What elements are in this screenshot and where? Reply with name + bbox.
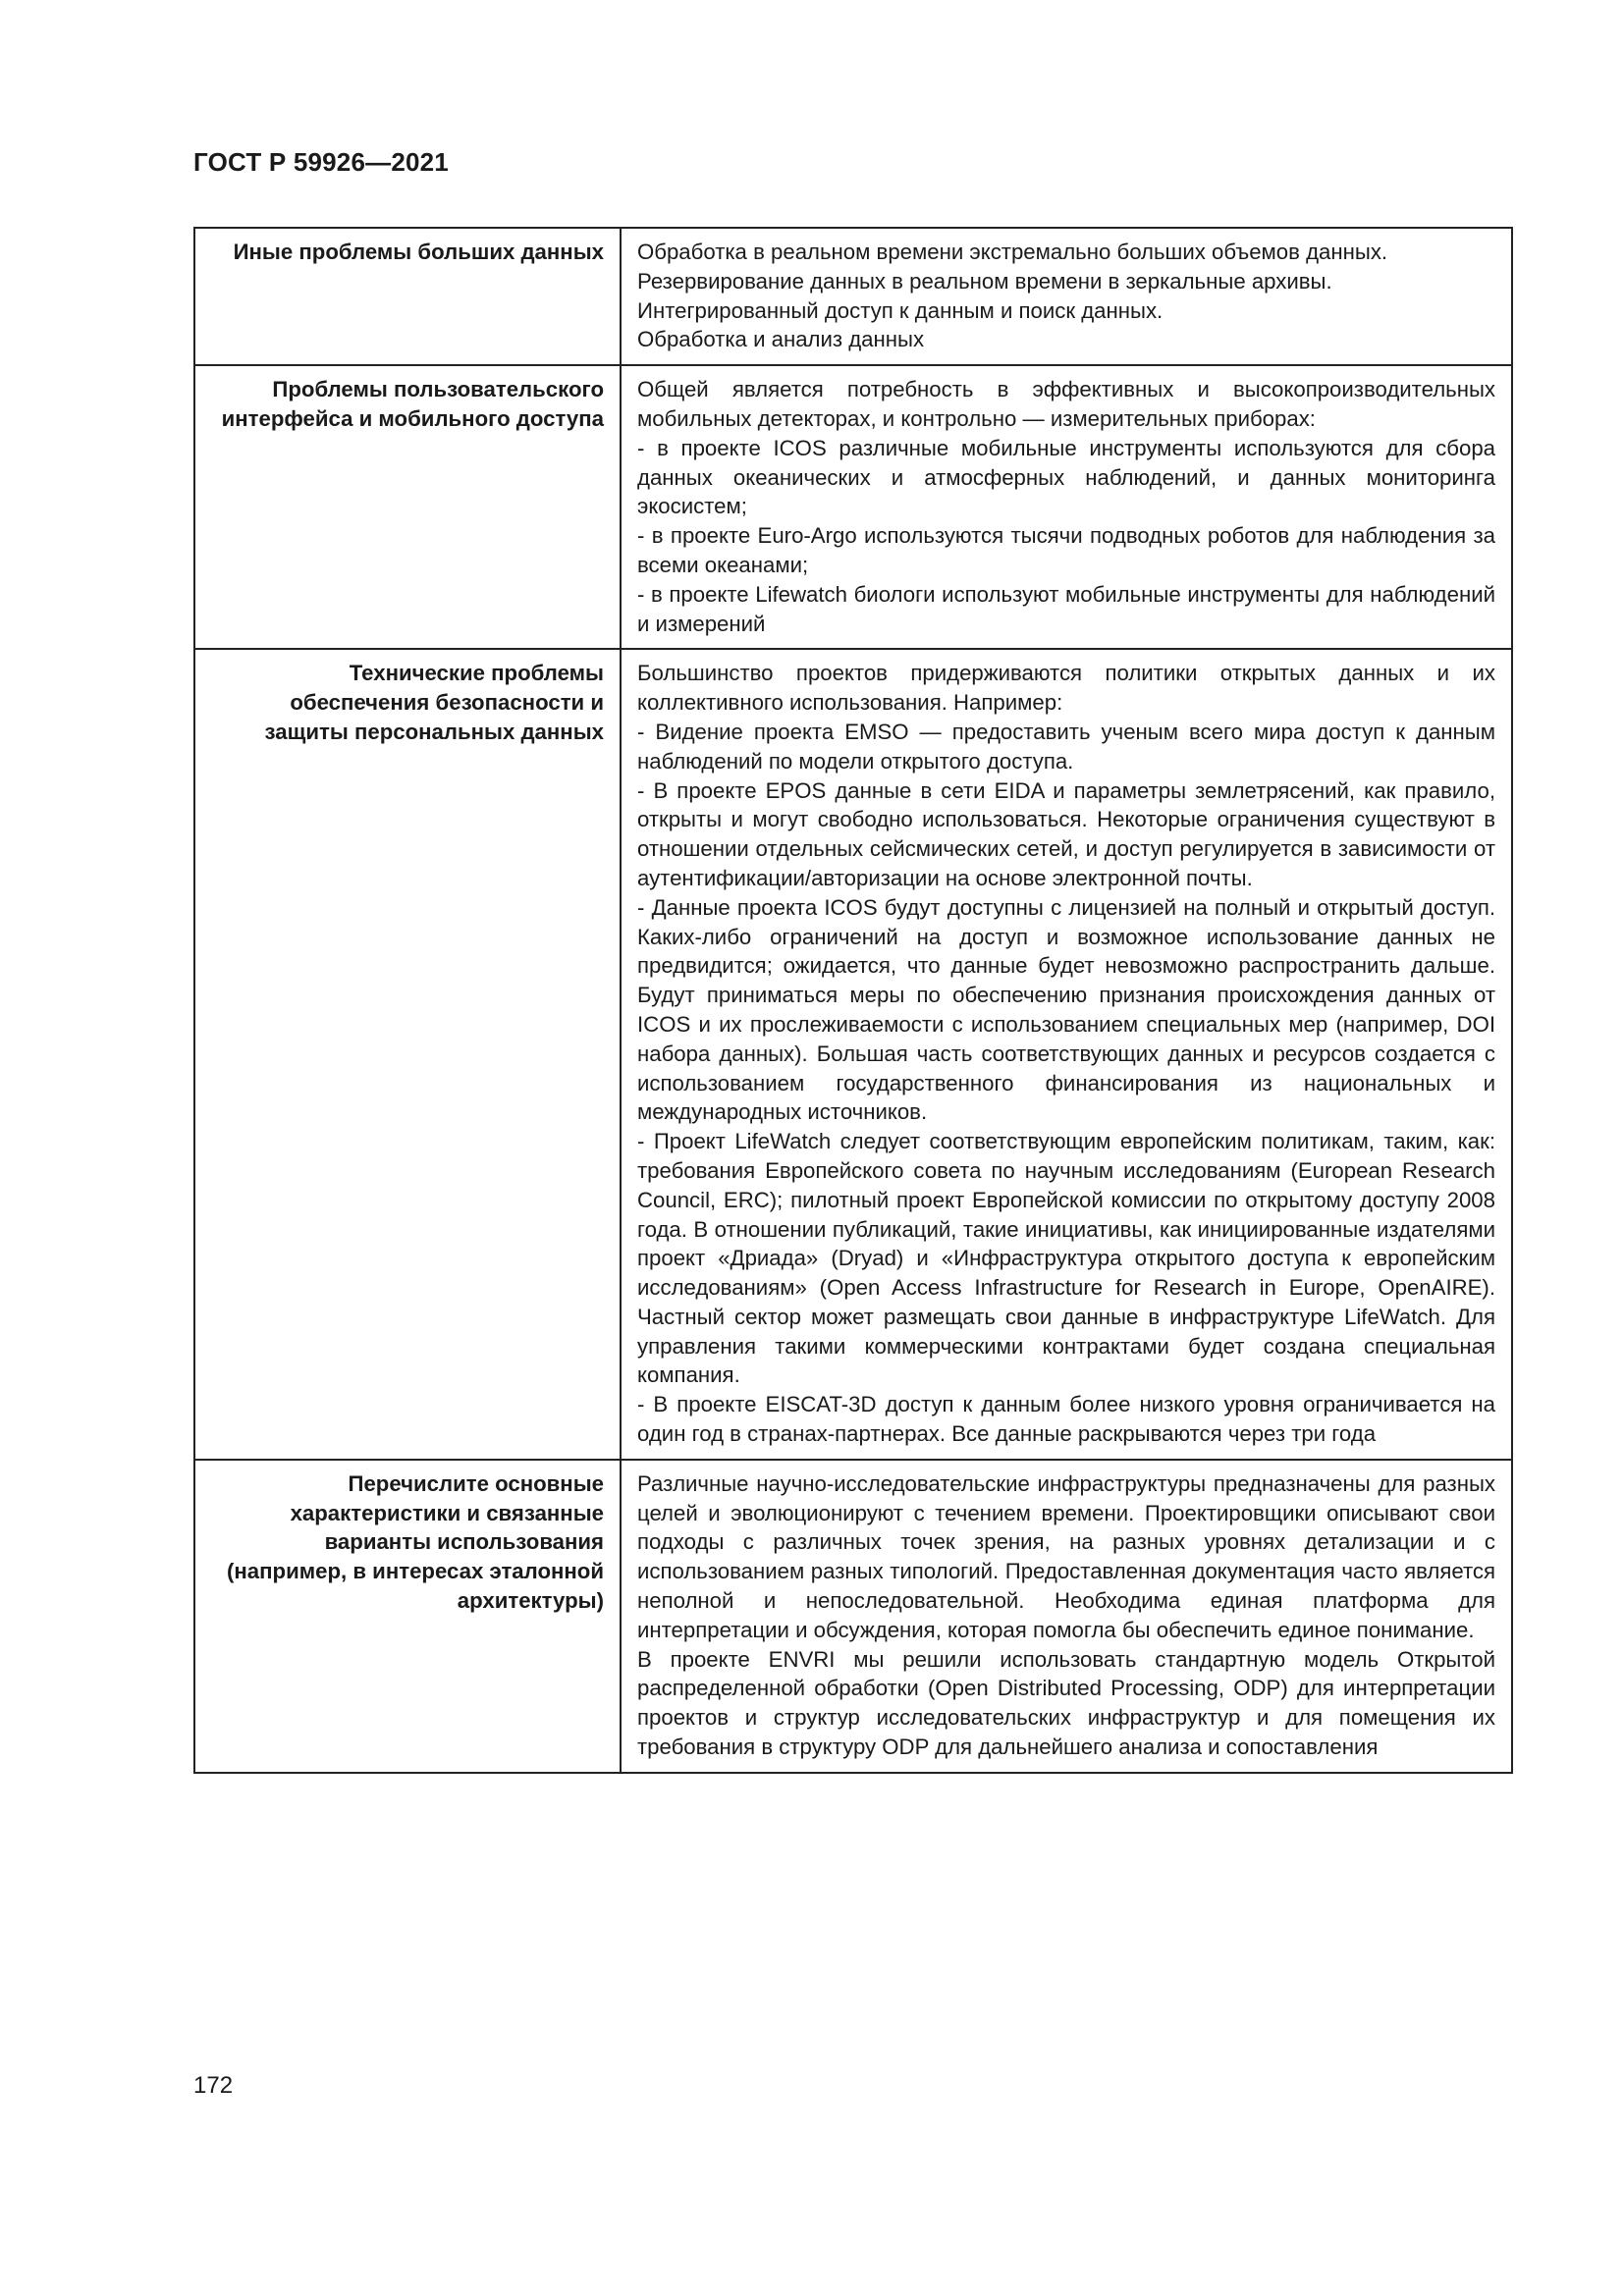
content-paragraph: Обработка в реальном времени экстремально больших объемов данных. [637, 240, 1388, 264]
row-content [621, 228, 1512, 365]
row-content [621, 1460, 1512, 1773]
content-paragraph: Резервирование данных в реальном времени в зеркальные архивы. [637, 268, 1332, 294]
content-paragraph: - в проекте Lifewatch биологи используют мобильные инструменты для наблюдений и измерений [637, 581, 1495, 636]
row-label: Технические проблемы обеспечения безопасности и защиты персональных данных [194, 649, 621, 1460]
content-paragraph: - в проекте Euro-Argo используются тысячи подводных роботов для наблюдения за всеми океанами; [637, 523, 1495, 577]
table-row [194, 1460, 1512, 1773]
content-paragraph: - в проекте ICOS различные мобильные инструменты используются для сбора данных океанических и атмосферных наблюдений, и данных мониторинга экосистем; [637, 435, 1495, 519]
row-label: Перечислите основные характеристики и связанные варианты использования (например, в интересах эталонной архитектуры) [194, 1460, 621, 1773]
row-label: Иные проблемы больших данных [194, 228, 621, 365]
content-paragraph: Общей является потребность в эффективных и высокопроизводительных мобильных детекторах, и контрольно — измерительных приборах: [637, 377, 1495, 431]
row-content [621, 365, 1512, 649]
content-paragraph: - Видение проекта EMSO — предоставить ученым всего мира доступ к данным наблюдений по модели открытого доступа. [637, 719, 1495, 774]
content-paragraph: Интегрированный доступ к данным и поиск данных. [637, 297, 1164, 323]
content-paragraph: - В проекте EPOS данные в сети EIDA и параметры землетрясений, как правило, открыты и могут свободно использоваться. Некоторые ограничения существуют в отношении отдельных сейсмических сетей, и доступ регулируется в зависимости от аутентификации/авторизации на основе электронной почты. [637, 777, 1495, 890]
content-paragraph: В проекте ENVRI мы решили использовать стандартную модель Открытой распределенной обработки (Open Distributed Processing, ODP) для интерпретации проектов и структур исследовательских инфраструктур и для помещения их требования в структуру ODP для дальнейшего анализа и сопоставления [637, 1646, 1495, 1760]
content-paragraph: - Данные проекта ICOS будут доступны с лицензией на полный и открытый доступ. Каких-либо ограничений на доступ и возможное использование данных не предвидится; ожидается, что данные будет невозможно распространить дальше. Будут приниматься меры по обеспечению признания происхождения данных от ICOS и их прослеживаемости с использованием специальных мер (например, DOI набора данных). Большая часть соответствующих данных и ресурсов создается с использованием государственного финансирования из национальных и международных источников. [637, 894, 1495, 1125]
document-header: ГОСТ Р 59926—2021 [193, 147, 449, 177]
content-paragraph: - Проект LifeWatch следует соответствующим европейским политикам, таким, как: требования Европейского совета по научным исследованиям (European Research Council, ERC); пилотный проект Европейской комиссии по открытому доступу 2008 года. В отношении публикаций, такие инициативы, как инициированные издателями проект «Дриада» (Dryad) и «Инфраструктура открытого доступа к европейским исследованиям» (Open Access Infrastructure for Research in Europe, OpenAIRE). Частный сектор может размещать свои данные в инфраструктуре LifeWatch. Для управления такими коммерческими контрактами будет создана специальная компания. [637, 1129, 1495, 1388]
requirements-table [193, 227, 1513, 1774]
row-content [621, 649, 1512, 1460]
table-row [194, 228, 1512, 365]
row-label: Проблемы пользовательского интерфейса и мобильного доступа [194, 365, 621, 649]
content-paragraph: - В проекте EISCAT-3D доступ к данным более низкого уровня ограничивается на один год в странах-партнерах. Все данные раскрываются через три года [637, 1392, 1495, 1447]
table-row [194, 365, 1512, 649]
content-paragraph: Большинство проектов придерживаются политики открытых данных и их коллективного использования. Например: [637, 661, 1495, 716]
content-paragraph: Обработка и анализ данных [637, 327, 925, 352]
table-row [194, 649, 1512, 1460]
content-paragraph: Различные научно-исследовательские инфраструктуры предназначены для разных целей и эволюционируют с течением времени. Проектировщики описывают свои подходы с различных точек зрения, на разных уровнях детализации и с использованием разных типологий. Предоставленная документация часто является неполной и непоследовательной. Необходима единая платформа для интерпретации и обсуждения, которая помогла бы обеспечить единое понимание. [637, 1470, 1495, 1642]
page-number: 172 [193, 2072, 234, 2099]
